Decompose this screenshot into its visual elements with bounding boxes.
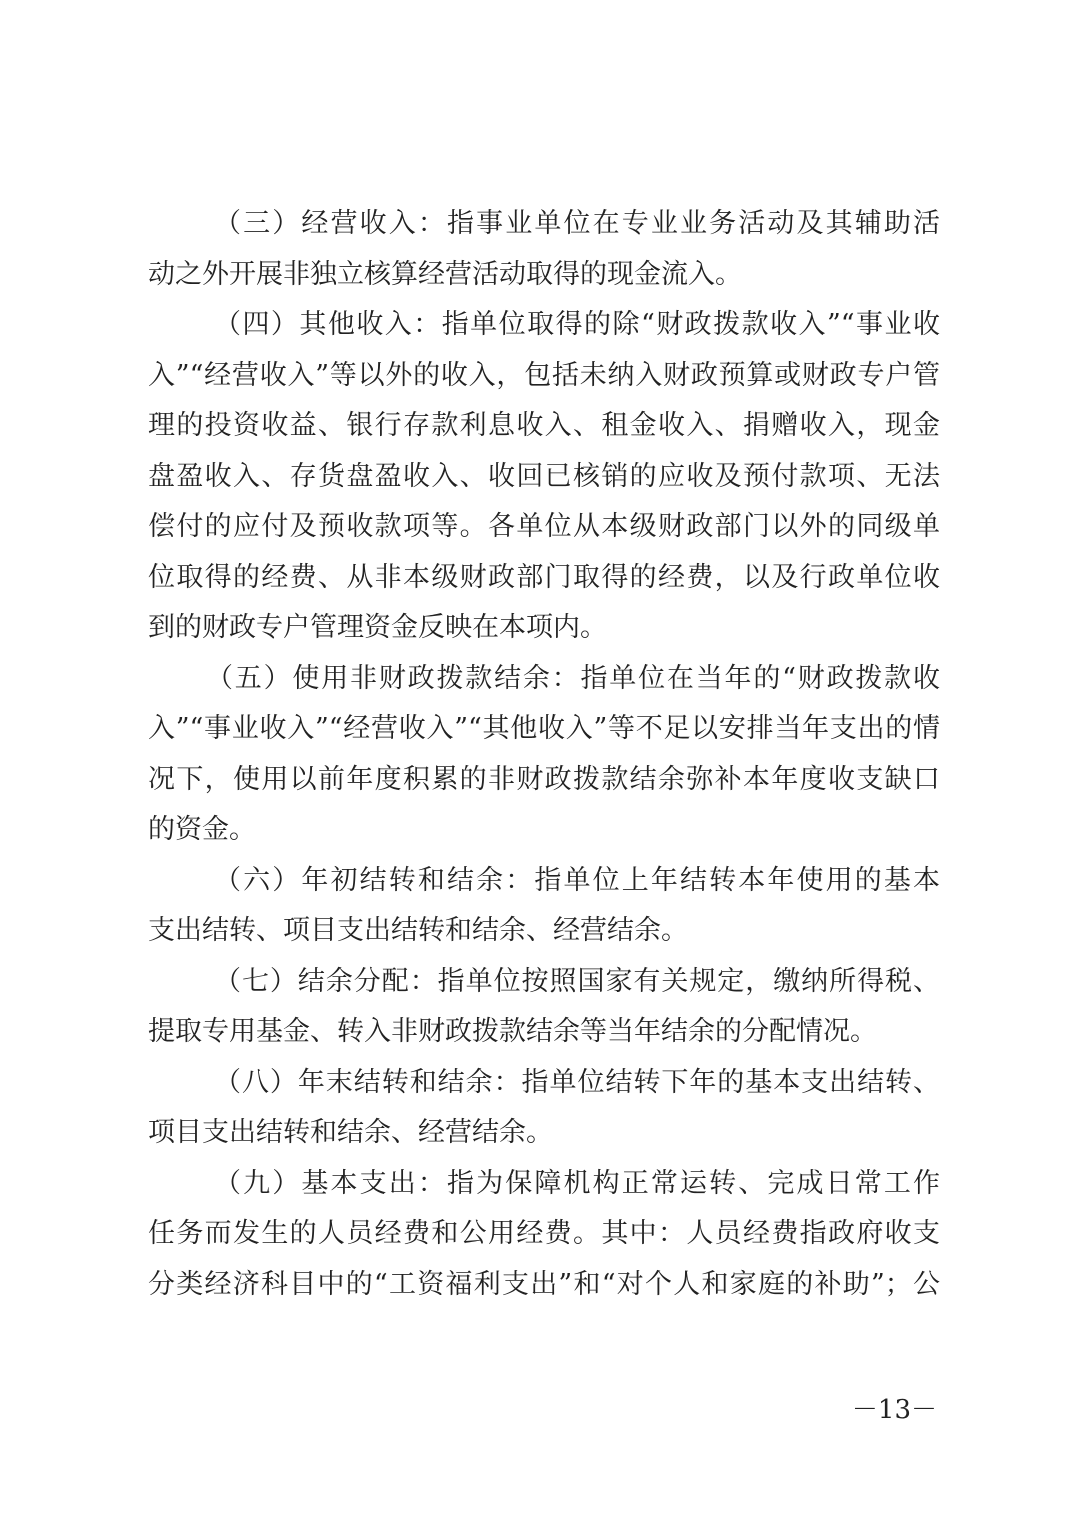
text-line: 到的财政专户管理资金反映在本项内。 [148,612,607,643]
paragraph-other-income [148,300,940,654]
text-line: （三）经营收入：指事业单位在专业业务活动及其辅助活 [214,208,940,239]
paragraph-operating-income [148,199,940,300]
text-line: 分类经济科目中的“工资福利支出”和“对个人和家庭的补助”；公 [148,1268,940,1300]
text-line: 位取得的经费、从非本级财政部门取得的经费，以及行政单位收 [148,561,940,593]
text-line: 提取专用基金、转入非财政拨款结余等当年结余的分配情况。 [148,1016,877,1047]
paragraph-surplus-distribution [148,957,940,1058]
paragraph-non-fiscal-surplus [148,654,940,856]
text-line: 入”“事业收入”“经营收入”“其他收入”等不足以安排当年支出的情 [148,713,940,744]
paragraph-closing-carryover [148,1058,940,1159]
text-line: （八）年末结转和结余：指单位结转下年的基本支出结转、 [214,1066,940,1098]
text-line: 的资金。 [148,814,256,845]
text-line: 动之外开展非独立核算经营活动取得的现金流入。 [148,258,742,290]
paragraph-basic-expenditure [148,1159,940,1311]
text-line: 况下，使用以前年度积累的非财政拨款结余弥补本年度收支缺口 [148,763,940,795]
text-line: 理的投资收益、银行存款利息收入、租金收入、捐赠收入，现金 [148,410,940,441]
document-body [148,199,940,1310]
text-line: 支出结转、项目支出结转和结余、经营结余。 [148,915,688,946]
text-line: （七）结余分配：指单位按照国家有关规定，缴纳所得税、 [214,965,940,997]
text-line: （四）其他收入：指单位取得的除“财政拨款收入”“事业收 [214,309,940,340]
text-line: 任务而发生的人员经费和公用经费。其中：人员经费指政府收支 [148,1218,940,1249]
text-line: （六）年初结转和结余：指单位上年结转本年使用的基本 [214,864,940,896]
text-line: 偿付的应付及预收款项等。各单位从本级财政部门以外的同级单 [148,511,940,542]
text-line: 项目支出结转和结余、经营结余。 [148,1117,553,1148]
paragraph-opening-carryover [148,856,940,957]
page-number: －13－ [851,1395,937,1425]
text-line: 入”“经营收入”等以外的收入，包括未纳入财政预算或财政专户管 [148,359,940,391]
text-line: （九）基本支出：指为保障机构正常运转、完成日常工作 [214,1167,940,1199]
text-line: 盘盈收入、存货盘盈收入、收回已核销的应收及预付款项、无法 [148,460,940,492]
text-line: （五）使用非财政拨款结余：指单位在当年的“财政拨款收 [206,662,940,694]
